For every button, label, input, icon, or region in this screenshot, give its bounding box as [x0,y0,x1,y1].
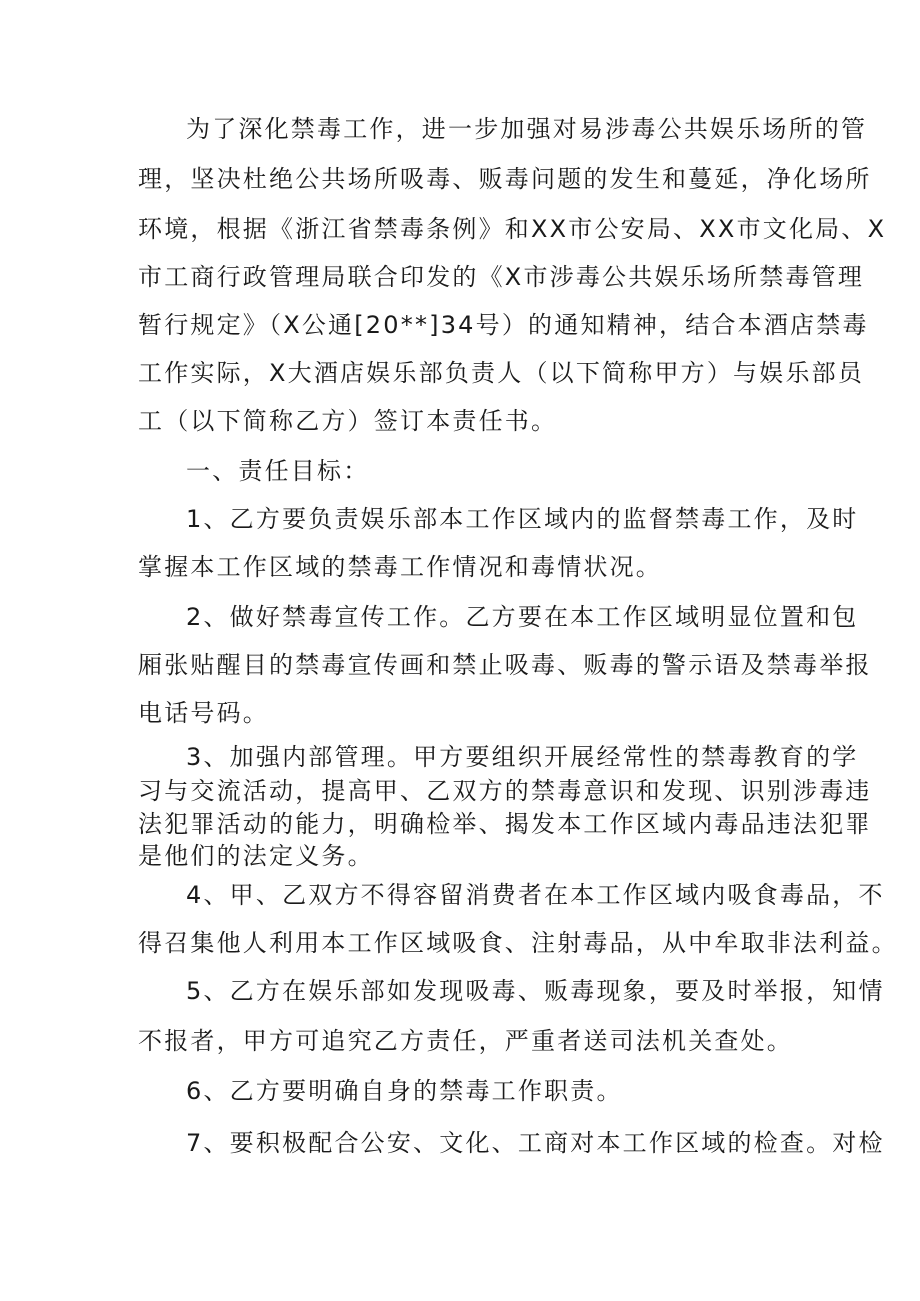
item-2-line-2: 厢张贴醒目的禁毒宣传画和禁止吸毒、贩毒的警示语及禁毒举报 [138,651,872,679]
item-4-line-1: 4、甲、乙双方不得容留消费者在本工作区域内吸食毒品，不 [186,881,885,909]
intro-line-6: 工作实际，X大酒店娱乐部负责人（以下简称甲方）与娱乐部员 [138,359,865,387]
item-2-line-3: 电话号码。 [138,699,269,727]
item-1-line-1: 1、乙方要负责娱乐部本工作区域内的监督禁毒工作，及时 [186,505,859,533]
item-3-line-2: 习与交流活动，提高甲、乙双方的禁毒意识和发现、识别涉毒违 [138,777,872,805]
intro-line-3: 环境，根据《浙江省禁毒条例》和XX市公安局、XX市文化局、X [138,215,887,243]
item-1-line-2: 掌握本工作区域的禁毒工作情况和毒情状况。 [138,553,662,581]
item-5-line-2: 不报者，甲方可追究乙方责任，严重者送司法机关查处。 [138,1027,793,1055]
item-7-line-1: 7、要积极配合公安、文化、工商对本工作区域的检查。对检 [186,1129,885,1157]
intro-line-4: 市工商行政管理局联合印发的《X市涉毒公共娱乐场所禁毒管理 [138,263,865,291]
intro-line-2: 理，坚决杜绝公共场所吸毒、贩毒问题的发生和蔓延，净化场所 [138,165,872,193]
item-3-line-1: 3、加强内部管理。甲方要组织开展经常性的禁毒教育的学 [186,743,859,771]
intro-line-1: 为了深化禁毒工作，进一步加强对易涉毒公共娱乐场所的管 [186,115,868,143]
item-5-line-1: 5、乙方在娱乐部如发现吸毒、贩毒现象，要及时举报，知情 [186,977,885,1005]
item-2-line-1: 2、做好禁毒宣传工作。乙方要在本工作区域明显位置和包 [186,603,859,631]
item-6-line-1: 6、乙方要明确自身的禁毒工作职责。 [186,1077,623,1105]
item-4-line-2: 得召集他人利用本工作区域吸食、注射毒品，从中牟取非法利益。 [138,929,898,957]
section-heading: 一、责任目标： [186,457,370,485]
intro-line-7: 工（以下简称乙方）签订本责任书。 [138,407,558,435]
intro-line-5: 暂行规定》（X公通[20**]34号）的通知精神，结合本酒店禁毒 [138,311,869,339]
item-3-line-3: 法犯罪活动的能力，明确检举、揭发本工作区域内毒品违法犯罪 [138,810,872,838]
item-3-line-4: 是他们的法定义务。 [138,842,374,870]
